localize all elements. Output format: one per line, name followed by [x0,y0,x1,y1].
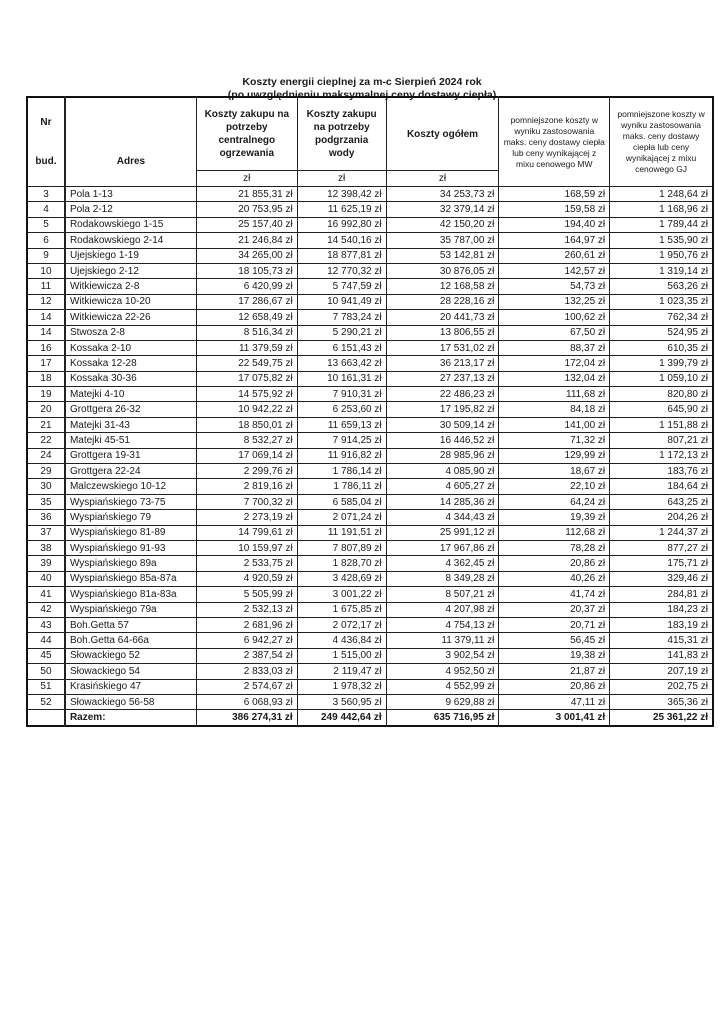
table-row [27,402,713,417]
cell-cwu-cost: 11 659,13 zł [297,417,386,432]
cell-address: Matejki 4-10 [65,387,196,402]
cell-co-cost: 2 833,03 zł [196,664,297,679]
cell-address: Grottgera 26-32 [65,402,196,417]
cell-building-number: 30 [27,479,65,494]
cell-reduced-gj: 184,23 zł [610,602,713,617]
cell-address: Witkiewicza 10-20 [65,294,196,309]
cell-reduced-gj: 1 172,13 zł [610,448,713,463]
cell-cwu-cost: 7 914,25 zł [297,433,386,448]
table-row [27,679,713,694]
table-row [27,464,713,479]
cell-reduced-gj: 645,90 zł [610,402,713,417]
cell-address: Pola 2-12 [65,202,196,217]
table-row [27,187,713,202]
cell-co-cost: 20 753,95 zł [196,202,297,217]
cell-building-number: 38 [27,540,65,555]
cell-total-cost: 34 253,73 zł [386,187,499,202]
cell-cwu-cost: 11 191,51 zł [297,525,386,540]
cell-building-number: 50 [27,664,65,679]
cell-total-cost: 27 237,13 zł [386,371,499,386]
cell-building-number: 37 [27,525,65,540]
cell-total-cost: 4 085,90 zł [386,464,499,479]
cell-total-cost: 4 207,98 zł [386,602,499,617]
cell-cwu-cost: 10 941,49 zł [297,294,386,309]
table-row [27,694,713,709]
cell-co-cost: 2 387,54 zł [196,648,297,663]
totals-total: 635 716,95 zł [386,710,499,726]
cell-address: Matejki 31-43 [65,417,196,432]
cell-co-cost: 14 799,61 zł [196,525,297,540]
cell-address: Wyspiańskiego 85a-87a [65,571,196,586]
header-reduced-mw: pomniejszone koszty w wyniku zastosowania maks. ceny dostawy ciepła lub ceny wynikającej z mixu cenowego MW [499,97,610,187]
cell-building-number: 4 [27,202,65,217]
cell-co-cost: 21 246,84 zł [196,233,297,248]
cell-co-cost: 4 920,59 zł [196,571,297,586]
cell-co-cost: 22 549,75 zł [196,356,297,371]
header-nr-top: Nr [40,117,52,128]
table-row [27,587,713,602]
cell-reduced-gj: 207,19 zł [610,664,713,679]
table-row [27,310,713,325]
cell-co-cost: 17 075,82 zł [196,371,297,386]
cell-reduced-gj: 415,31 zł [610,633,713,648]
cell-address: Ujejskiego 2-12 [65,263,196,278]
cell-reduced-mw: 78,28 zł [499,540,610,555]
cell-building-number: 51 [27,679,65,694]
table-row [27,340,713,355]
cell-address: Słowackiego 54 [65,664,196,679]
cell-reduced-gj: 284,81 zł [610,587,713,602]
cell-total-cost: 30 509,14 zł [386,417,499,432]
cell-reduced-mw: 41,74 zł [499,587,610,602]
cell-co-cost: 2 273,19 zł [196,510,297,525]
cell-building-number: 11 [27,279,65,294]
cell-building-number: 40 [27,571,65,586]
cell-reduced-gj: 175,71 zł [610,556,713,571]
cell-cwu-cost: 16 992,80 zł [297,217,386,232]
table-row [27,664,713,679]
cell-reduced-mw: 142,57 zł [499,263,610,278]
cell-address: Grottgera 22-24 [65,464,196,479]
cell-building-number: 3 [27,187,65,202]
cell-address: Rodakowskiego 2-14 [65,233,196,248]
cell-reduced-mw: 20,71 zł [499,617,610,632]
cell-co-cost: 17 286,67 zł [196,294,297,309]
cell-co-cost: 2 532,13 zł [196,602,297,617]
cell-reduced-gj: 1 319,14 zł [610,263,713,278]
table-row [27,387,713,402]
cell-address: Słowackiego 52 [65,648,196,663]
cell-total-cost: 28 985,96 zł [386,448,499,463]
cell-reduced-gj: 877,27 zł [610,540,713,555]
cell-building-number: 12 [27,294,65,309]
cell-cwu-cost: 4 436,84 zł [297,633,386,648]
totals-cwu: 249 442,64 zł [297,710,386,726]
cell-address: Boh.Getta 57 [65,617,196,632]
cell-reduced-gj: 141,83 zł [610,648,713,663]
cell-building-number: 17 [27,356,65,371]
cell-building-number: 29 [27,464,65,479]
cell-reduced-mw: 22,10 zł [499,479,610,494]
cell-reduced-gj: 1 535,90 zł [610,233,713,248]
cell-reduced-gj: 524,95 zł [610,325,713,340]
cell-total-cost: 17 531,02 zł [386,340,499,355]
cell-building-number: 6 [27,233,65,248]
header-nr [27,97,65,187]
cell-building-number: 36 [27,510,65,525]
cell-total-cost: 4 605,27 zł [386,479,499,494]
cell-reduced-gj: 202,75 zł [610,679,713,694]
cell-co-cost: 6 420,99 zł [196,279,297,294]
cell-total-cost: 30 876,05 zł [386,263,499,278]
cell-cwu-cost: 12 398,42 zł [297,187,386,202]
cell-co-cost: 2 299,76 zł [196,464,297,479]
cell-reduced-gj: 807,21 zł [610,433,713,448]
cell-reduced-mw: 56,45 zł [499,633,610,648]
cell-total-cost: 4 754,13 zł [386,617,499,632]
cell-reduced-mw: 141,00 zł [499,417,610,432]
cell-total-cost: 22 486,23 zł [386,387,499,402]
cell-co-cost: 12 658,49 zł [196,310,297,325]
totals-gj: 25 361,22 zł [610,710,713,726]
cell-total-cost: 32 379,14 zł [386,202,499,217]
cell-building-number: 14 [27,310,65,325]
cell-building-number: 18 [27,371,65,386]
table-row [27,263,713,278]
cell-reduced-mw: 19,39 zł [499,510,610,525]
cell-address: Grottgera 19-31 [65,448,196,463]
cell-reduced-gj: 1 248,64 zł [610,187,713,202]
cell-building-number: 44 [27,633,65,648]
table-row [27,294,713,309]
cell-total-cost: 16 446,52 zł [386,433,499,448]
cell-address: Stwosza 2-8 [65,325,196,340]
cell-cwu-cost: 5 747,59 zł [297,279,386,294]
table-row [27,494,713,509]
cell-reduced-gj: 1 151,88 zł [610,417,713,432]
cell-address: Wyspiańskiego 79 [65,510,196,525]
cell-total-cost: 36 213,17 zł [386,356,499,371]
cell-address: Matejki 45-51 [65,433,196,448]
cell-reduced-mw: 40,26 zł [499,571,610,586]
table-row [27,448,713,463]
cell-total-cost: 13 806,55 zł [386,325,499,340]
table-row [27,233,713,248]
cell-address: Wyspiańskiego 91-93 [65,540,196,555]
cell-reduced-gj: 329,46 zł [610,571,713,586]
cell-reduced-gj: 1 789,44 zł [610,217,713,232]
cell-building-number: 39 [27,556,65,571]
cell-total-cost: 8 349,28 zł [386,571,499,586]
cell-address: Malczewskiego 10-12 [65,479,196,494]
table-row [27,433,713,448]
cell-reduced-mw: 20,86 zł [499,556,610,571]
cell-reduced-gj: 183,19 zł [610,617,713,632]
cell-co-cost: 6 068,93 zł [196,694,297,709]
totals-mw: 3 001,41 zł [499,710,610,726]
cell-building-number: 19 [27,387,65,402]
table-row [27,571,713,586]
cell-co-cost: 2 533,75 zł [196,556,297,571]
cell-reduced-mw: 71,32 zł [499,433,610,448]
cell-reduced-mw: 18,67 zł [499,464,610,479]
cell-total-cost: 4 344,43 zł [386,510,499,525]
cell-building-number: 9 [27,248,65,263]
cell-reduced-mw: 132,04 zł [499,371,610,386]
cell-address: Wyspiańskiego 81a-83a [65,587,196,602]
cell-building-number: 16 [27,340,65,355]
cell-reduced-mw: 54,73 zł [499,279,610,294]
cell-total-cost: 20 441,73 zł [386,310,499,325]
cell-reduced-mw: 168,59 zł [499,187,610,202]
cell-total-cost: 3 902,54 zł [386,648,499,663]
cell-address: Wyspiańskiego 73-75 [65,494,196,509]
cell-co-cost: 2 574,67 zł [196,679,297,694]
cell-co-cost: 6 942,27 zł [196,633,297,648]
cell-reduced-mw: 84,18 zł [499,402,610,417]
cell-address: Krasińskiego 47 [65,679,196,694]
cell-address: Witkiewicza 22-26 [65,310,196,325]
cell-reduced-mw: 47,11 zł [499,694,610,709]
cell-total-cost: 25 991,12 zł [386,525,499,540]
table-row [27,510,713,525]
cell-reduced-gj: 1 059,10 zł [610,371,713,386]
cell-total-cost: 17 195,82 zł [386,402,499,417]
cell-cwu-cost: 6 585,04 zł [297,494,386,509]
cell-cwu-cost: 11 625,19 zł [297,202,386,217]
header-co-costs: Koszty zakupu na potrzeby centralnego ogrzewania [196,97,297,171]
cell-reduced-gj: 820,80 zł [610,387,713,402]
cell-building-number: 5 [27,217,65,232]
cell-total-cost: 28 228,16 zł [386,294,499,309]
cell-co-cost: 25 157,40 zł [196,217,297,232]
cell-cwu-cost: 1 675,85 zł [297,602,386,617]
table-row [27,217,713,232]
cell-co-cost: 11 379,59 zł [196,340,297,355]
cell-reduced-mw: 132,25 zł [499,294,610,309]
cell-cwu-cost: 6 253,60 zł [297,402,386,417]
cell-total-cost: 12 168,58 zł [386,279,499,294]
cell-cwu-cost: 7 807,89 zł [297,540,386,555]
cell-address: Wyspiańskiego 89a [65,556,196,571]
table-row [27,479,713,494]
cell-total-cost: 42 150,20 zł [386,217,499,232]
cell-total-cost: 8 507,21 zł [386,587,499,602]
cell-building-number: 10 [27,263,65,278]
cell-total-cost: 53 142,81 zł [386,248,499,263]
cell-reduced-mw: 164,97 zł [499,233,610,248]
cell-total-cost: 4 552,99 zł [386,679,499,694]
cell-reduced-mw: 194,40 zł [499,217,610,232]
totals-co: 386 274,31 zł [196,710,297,726]
cell-building-number: 35 [27,494,65,509]
cell-total-cost: 14 285,36 zł [386,494,499,509]
cell-reduced-mw: 129,99 zł [499,448,610,463]
cell-building-number: 22 [27,433,65,448]
cell-building-number: 43 [27,617,65,632]
cell-total-cost: 11 379,11 zł [386,633,499,648]
title-line-1: Koszty energii cieplnej za m-c Sierpień 2024 rok [242,76,482,88]
cell-reduced-gj: 365,36 zł [610,694,713,709]
cell-cwu-cost: 1 828,70 zł [297,556,386,571]
cell-building-number: 52 [27,694,65,709]
cell-cwu-cost: 2 119,47 zł [297,664,386,679]
table-row [27,248,713,263]
cell-reduced-mw: 20,37 zł [499,602,610,617]
cell-reduced-mw: 64,24 zł [499,494,610,509]
cell-cwu-cost: 14 540,16 zł [297,233,386,248]
table-row [27,417,713,432]
cell-cwu-cost: 6 151,43 zł [297,340,386,355]
cell-co-cost: 10 159,97 zł [196,540,297,555]
cell-co-cost: 34 265,00 zł [196,248,297,263]
cell-reduced-mw: 172,04 zł [499,356,610,371]
cell-address: Boh.Getta 64-66a [65,633,196,648]
cell-building-number: 45 [27,648,65,663]
cell-cwu-cost: 1 978,32 zł [297,679,386,694]
cell-cwu-cost: 1 786,11 zł [297,479,386,494]
cell-address: Pola 1-13 [65,187,196,202]
header-nr-bottom: bud. [35,156,57,167]
cell-cwu-cost: 7 783,24 zł [297,310,386,325]
header-cwu-costs: Koszty zakupu na potrzeby podgrzania wody [297,97,386,171]
cell-reduced-mw: 112,68 zł [499,525,610,540]
cell-co-cost: 18 850,01 zł [196,417,297,432]
cell-reduced-gj: 610,35 zł [610,340,713,355]
cell-co-cost: 2 681,96 zł [196,617,297,632]
cell-cwu-cost: 18 877,81 zł [297,248,386,263]
header-total-costs: Koszty ogółem [386,97,499,171]
table-row [27,648,713,663]
table-row [27,602,713,617]
cell-cwu-cost: 3 001,22 zł [297,587,386,602]
cell-address: Wyspiańskiego 81-89 [65,525,196,540]
unit-total: zł [386,171,499,187]
cell-co-cost: 21 855,31 zł [196,187,297,202]
cell-address: Kossaka 12-28 [65,356,196,371]
cell-co-cost: 5 505,99 zł [196,587,297,602]
cell-address: Słowackiego 56-58 [65,694,196,709]
cell-total-cost: 35 787,00 zł [386,233,499,248]
cell-reduced-mw: 19,38 zł [499,648,610,663]
table-body [27,187,713,710]
cell-reduced-gj: 1 950,76 zł [610,248,713,263]
cell-reduced-mw: 88,37 zł [499,340,610,355]
cell-address: Rodakowskiego 1-15 [65,217,196,232]
cell-reduced-mw: 159,58 zł [499,202,610,217]
cell-address: Kossaka 2-10 [65,340,196,355]
cell-co-cost: 2 819,16 zł [196,479,297,494]
cell-address: Kossaka 30-36 [65,371,196,386]
cell-reduced-gj: 1 023,35 zł [610,294,713,309]
cell-building-number: 42 [27,602,65,617]
cell-reduced-gj: 184,64 zł [610,479,713,494]
cell-co-cost: 8 532,27 zł [196,433,297,448]
title-line-2: (po uwzględnieniu maksymalnej ceny dostawy ciepła) [227,89,497,101]
cell-reduced-mw: 260,61 zł [499,248,610,263]
cell-cwu-cost: 11 916,82 zł [297,448,386,463]
cell-cwu-cost: 3 560,95 zł [297,694,386,709]
table-row [27,202,713,217]
cell-reduced-mw: 111,68 zł [499,387,610,402]
cell-total-cost: 17 967,86 zł [386,540,499,555]
cell-cwu-cost: 13 663,42 zł [297,356,386,371]
cell-co-cost: 8 516,34 zł [196,325,297,340]
cell-cwu-cost: 5 290,21 zł [297,325,386,340]
cell-reduced-gj: 1 168,96 zł [610,202,713,217]
unit-cwu: zł [297,171,386,187]
cell-reduced-gj: 762,34 zł [610,310,713,325]
cell-co-cost: 7 700,32 zł [196,494,297,509]
cell-building-number: 41 [27,587,65,602]
cell-reduced-gj: 643,25 zł [610,494,713,509]
table-row [27,356,713,371]
cell-building-number: 20 [27,402,65,417]
cell-cwu-cost: 1 515,00 zł [297,648,386,663]
cell-building-number: 21 [27,417,65,432]
heating-costs-table [26,96,714,727]
cell-reduced-gj: 204,26 zł [610,510,713,525]
table-row [27,525,713,540]
cell-building-number: 24 [27,448,65,463]
cell-cwu-cost: 7 910,31 zł [297,387,386,402]
header-reduced-gj: pomniejszone koszty w wyniku zastosowania maks. ceny dostawy ciepła lub ceny wynikającej z mixu cenowego GJ [610,97,713,187]
totals-row [27,710,713,726]
cell-reduced-gj: 183,76 zł [610,464,713,479]
table-row [27,540,713,555]
table-row [27,633,713,648]
cell-reduced-gj: 1 244,37 zł [610,525,713,540]
cell-cwu-cost: 2 072,17 zł [297,617,386,632]
cell-total-cost: 4 952,50 zł [386,664,499,679]
cell-building-number: 14 [27,325,65,340]
cell-total-cost: 4 362,45 zł [386,556,499,571]
totals-nr [27,710,65,726]
cell-cwu-cost: 10 161,31 zł [297,371,386,386]
table-row [27,617,713,632]
cell-co-cost: 18 105,73 zł [196,263,297,278]
totals-label: Razem: [65,710,196,726]
table-row [27,279,713,294]
cell-reduced-mw: 100,62 zł [499,310,610,325]
cell-address: Wyspiańskiego 79a [65,602,196,617]
cell-reduced-gj: 1 399,79 zł [610,356,713,371]
cell-cwu-cost: 2 071,24 zł [297,510,386,525]
cell-total-cost: 9 629,88 zł [386,694,499,709]
cell-reduced-gj: 563,26 zł [610,279,713,294]
table-row [27,556,713,571]
cell-co-cost: 17 069,14 zł [196,448,297,463]
table-row [27,325,713,340]
table-row [27,371,713,386]
cell-address: Witkiewicza 2-8 [65,279,196,294]
unit-co: zł [196,171,297,187]
cell-reduced-mw: 21,87 zł [499,664,610,679]
header-address: Adres [65,97,196,187]
cell-cwu-cost: 3 428,69 zł [297,571,386,586]
cell-cwu-cost: 12 770,32 zł [297,263,386,278]
cell-cwu-cost: 1 786,14 zł [297,464,386,479]
cell-co-cost: 14 575,92 zł [196,387,297,402]
cell-address: Ujejskiego 1-19 [65,248,196,263]
cell-reduced-mw: 20,86 zł [499,679,610,694]
cell-co-cost: 10 942,22 zł [196,402,297,417]
cell-reduced-mw: 67,50 zł [499,325,610,340]
